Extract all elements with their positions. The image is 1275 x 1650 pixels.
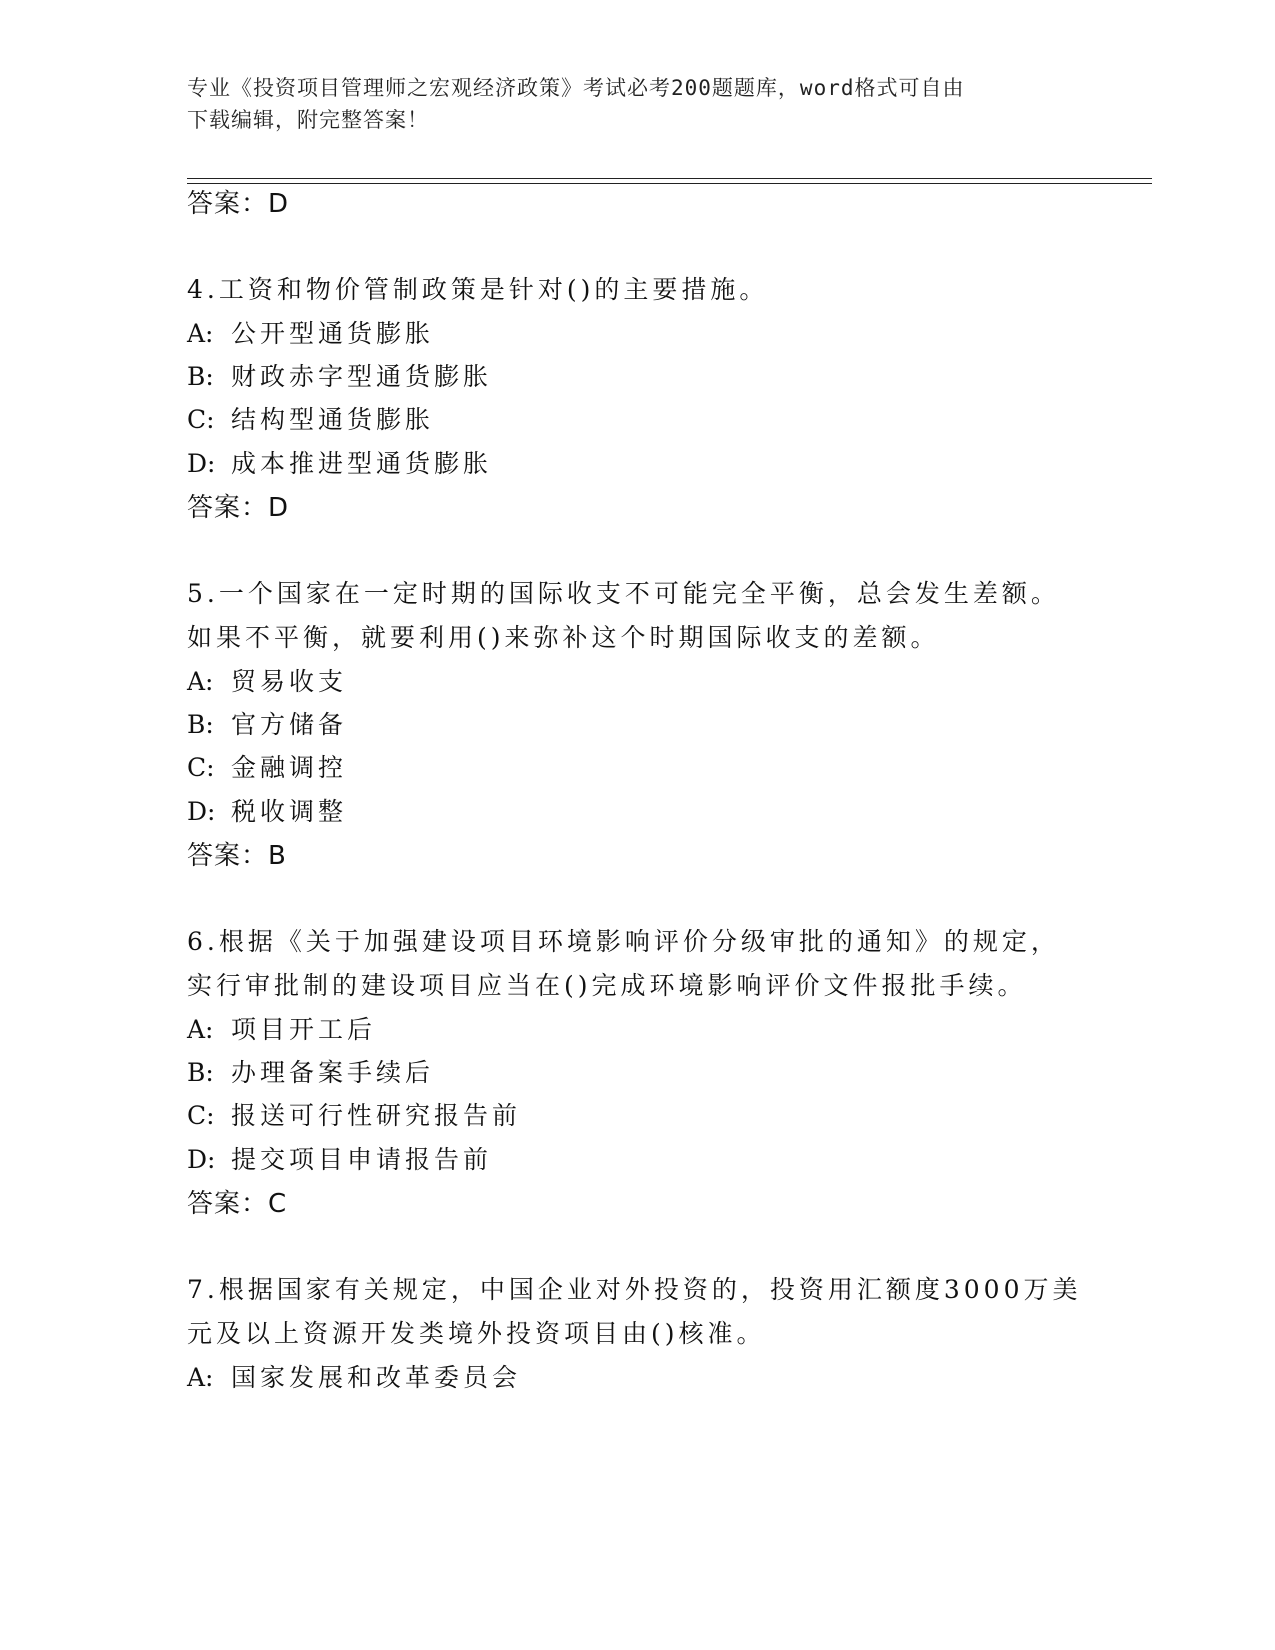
option-letter: D: bbox=[187, 1145, 216, 1174]
question-4-option-d bbox=[187, 446, 492, 482]
answer-q6: 答案：C bbox=[187, 1189, 288, 1219]
option-letter: C: bbox=[187, 753, 215, 782]
document-header bbox=[187, 72, 1087, 136]
question-5-option-a bbox=[187, 664, 347, 700]
option-text: 公开型通货膨胀 bbox=[231, 319, 435, 348]
option-text: 贸易收支 bbox=[231, 667, 348, 696]
question-6-stem-line-2: 实行审批制的建设项目应当在()完成环境影响评价文件报批手续。 bbox=[187, 971, 1027, 1000]
option-letter: A: bbox=[187, 319, 214, 348]
question-5-option-b bbox=[187, 707, 347, 743]
question-5-option-c bbox=[187, 750, 347, 786]
question-5-stem-line-1: 5.一个国家在一定时期的国际收支不可能完全平衡，总会发生差额。 bbox=[187, 579, 1060, 608]
option-text: 金融调控 bbox=[231, 753, 348, 782]
question-6-stem-line-1: 6.根据《关于加强建设项目环境影响评价分级审批的通知》的规定， bbox=[187, 927, 1060, 956]
question-4-option-a bbox=[187, 316, 434, 352]
question-6-option-a bbox=[187, 1012, 376, 1048]
answer-q3: 答案：D bbox=[187, 189, 290, 219]
option-letter: D: bbox=[187, 449, 216, 478]
header-divider-bottom bbox=[187, 183, 1152, 184]
option-letter: A: bbox=[187, 667, 214, 696]
option-text: 办理备案手续后 bbox=[231, 1058, 435, 1087]
question-7-stem-line-2: 元及以上资源开发类境外投资项目由()核准。 bbox=[187, 1319, 766, 1348]
question-4-option-b bbox=[187, 359, 492, 395]
option-letter: A: bbox=[187, 1015, 214, 1044]
option-letter: D: bbox=[187, 797, 216, 826]
option-text: 报送可行性研究报告前 bbox=[231, 1101, 522, 1130]
option-letter: B: bbox=[187, 1058, 214, 1087]
header-line-1: 专业《投资项目管理师之宏观经济政策》考试必考200题题库，word格式可自由 bbox=[187, 76, 965, 100]
option-letter: C: bbox=[187, 1101, 215, 1130]
option-text: 官方储备 bbox=[231, 710, 348, 739]
question-6-option-b bbox=[187, 1055, 434, 1091]
question-7-stem-line-1: 7.根据国家有关规定，中国企业对外投资的，投资用汇额度3000万美 bbox=[187, 1275, 1082, 1304]
question-5-option-d bbox=[187, 794, 347, 830]
question-7-option-a bbox=[187, 1360, 521, 1396]
option-letter: B: bbox=[187, 710, 214, 739]
option-letter: A: bbox=[187, 1363, 214, 1392]
answer-q4: 答案：D bbox=[187, 493, 290, 523]
question-6-option-c bbox=[187, 1098, 521, 1134]
header-line-2: 下载编辑，附完整答案！ bbox=[187, 108, 429, 132]
question-5-stem-line-2: 如果不平衡，就要利用()来弥补这个时期国际收支的差额。 bbox=[187, 623, 940, 652]
option-text: 项目开工后 bbox=[231, 1015, 377, 1044]
option-text: 税收调整 bbox=[231, 797, 348, 826]
header-divider-top bbox=[187, 178, 1152, 179]
option-letter: B: bbox=[187, 362, 214, 391]
option-letter: C: bbox=[187, 405, 215, 434]
question-4-option-c bbox=[187, 402, 434, 438]
question-4-stem: 4.工资和物价管制政策是针对()的主要措施。 bbox=[187, 275, 769, 304]
option-text: 结构型通货膨胀 bbox=[231, 405, 435, 434]
option-text: 国家发展和改革委员会 bbox=[231, 1363, 522, 1392]
option-text: 成本推进型通货膨胀 bbox=[231, 449, 493, 478]
option-text: 提交项目申请报告前 bbox=[231, 1145, 493, 1174]
answer-q5: 答案：B bbox=[187, 841, 287, 871]
option-text: 财政赤字型通货膨胀 bbox=[231, 362, 493, 391]
question-6-option-d bbox=[187, 1142, 492, 1178]
